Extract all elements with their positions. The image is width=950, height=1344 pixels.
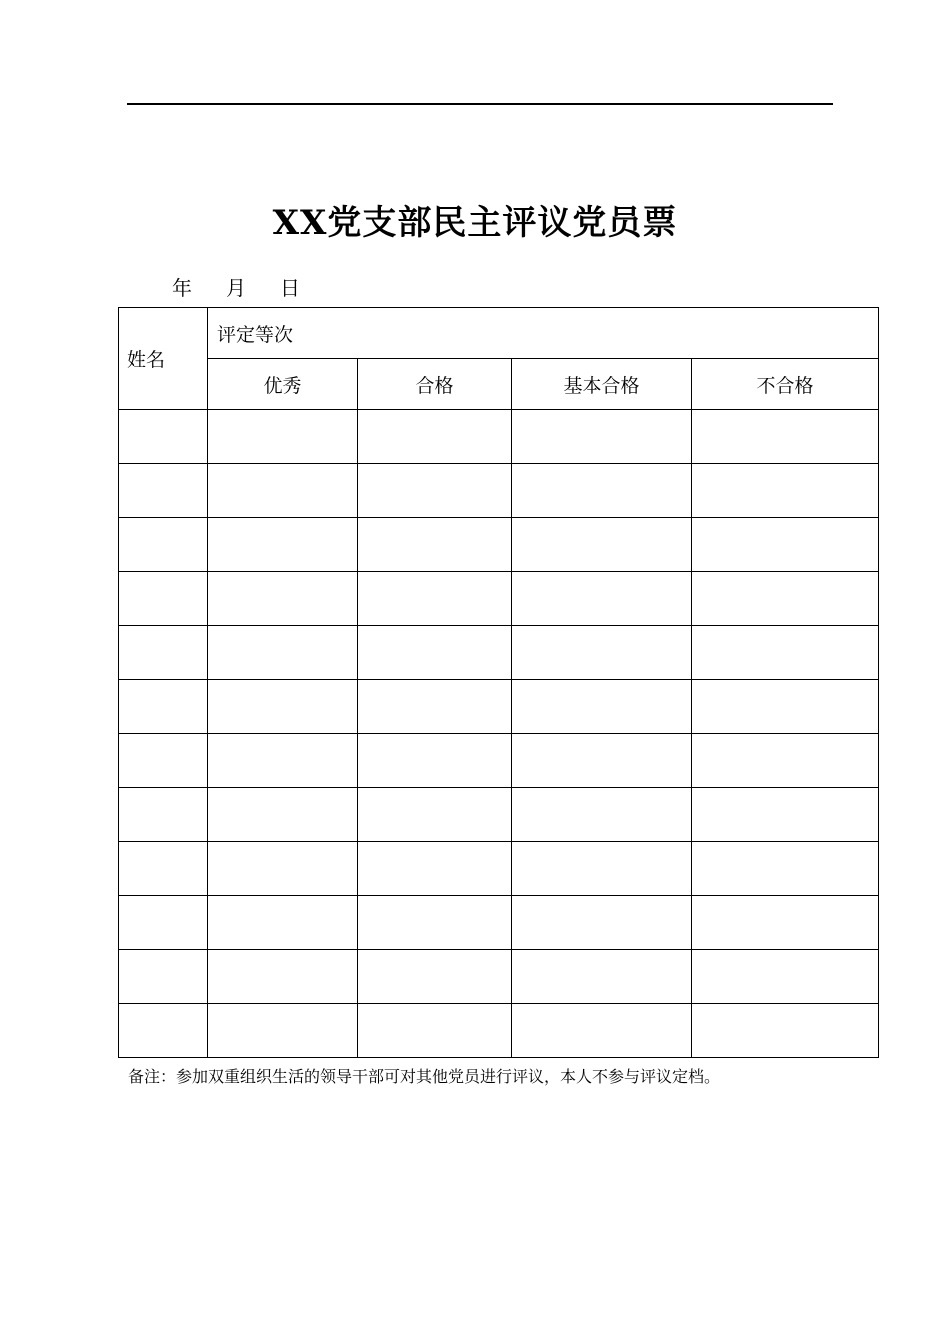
rating-cell[interactable]: [208, 464, 358, 518]
rating-cell[interactable]: [358, 734, 512, 788]
rating-header-basically-qualified: 基本合格: [512, 359, 692, 410]
table-row: [119, 626, 879, 680]
rating-cell[interactable]: [692, 680, 879, 734]
rating-cell[interactable]: [692, 1004, 879, 1058]
ballot-table: [118, 307, 879, 1058]
rating-cell[interactable]: [512, 842, 692, 896]
rating-cell[interactable]: [208, 734, 358, 788]
rating-cell[interactable]: [512, 410, 692, 464]
name-cell[interactable]: [119, 842, 208, 896]
rating-cell[interactable]: [358, 518, 512, 572]
rating-cell[interactable]: [208, 410, 358, 464]
date-month-label: 月: [226, 276, 246, 300]
rating-cell[interactable]: [512, 626, 692, 680]
table-row: [119, 950, 879, 1004]
rating-cell[interactable]: [208, 896, 358, 950]
rating-cell[interactable]: [358, 1004, 512, 1058]
name-cell[interactable]: [119, 518, 208, 572]
name-column-header: 姓名: [119, 308, 208, 410]
rating-cell[interactable]: [358, 464, 512, 518]
rating-cell[interactable]: [692, 950, 879, 1004]
date-day-label: 日: [280, 276, 300, 300]
rating-header-qualified: 合格: [358, 359, 512, 410]
rating-cell[interactable]: [208, 842, 358, 896]
rating-cell[interactable]: [208, 572, 358, 626]
rating-cell[interactable]: [358, 896, 512, 950]
rating-cell[interactable]: [208, 788, 358, 842]
table-row: [119, 464, 879, 518]
name-cell[interactable]: [119, 950, 208, 1004]
table-row: [119, 842, 879, 896]
rating-cell[interactable]: [358, 410, 512, 464]
rating-cell[interactable]: [208, 680, 358, 734]
rating-cell[interactable]: [692, 518, 879, 572]
ballot-body: [119, 410, 879, 1058]
table-row: [119, 1004, 879, 1058]
table-row: [119, 788, 879, 842]
rating-cell[interactable]: [358, 950, 512, 1004]
rating-cell[interactable]: [692, 788, 879, 842]
rating-cell[interactable]: [692, 410, 879, 464]
rating-header-excellent: 优秀: [208, 359, 358, 410]
name-cell[interactable]: [119, 734, 208, 788]
name-cell[interactable]: [119, 680, 208, 734]
name-cell[interactable]: [119, 464, 208, 518]
rating-cell[interactable]: [512, 518, 692, 572]
rating-cell[interactable]: [208, 1004, 358, 1058]
table-row: [119, 572, 879, 626]
rating-cell[interactable]: [692, 464, 879, 518]
name-cell[interactable]: [119, 572, 208, 626]
rating-cell[interactable]: [692, 572, 879, 626]
rating-cell[interactable]: [512, 464, 692, 518]
date-line: [172, 272, 300, 301]
name-cell[interactable]: [119, 788, 208, 842]
rating-cell[interactable]: [512, 788, 692, 842]
rating-cell[interactable]: [358, 626, 512, 680]
rating-cell[interactable]: [512, 896, 692, 950]
rating-cell[interactable]: [512, 1004, 692, 1058]
name-cell[interactable]: [119, 626, 208, 680]
rating-cell[interactable]: [692, 734, 879, 788]
rating-cell[interactable]: [512, 950, 692, 1004]
rating-cell[interactable]: [358, 680, 512, 734]
rating-cell[interactable]: [692, 896, 879, 950]
rating-cell[interactable]: [358, 788, 512, 842]
date-year-label: 年: [172, 276, 192, 300]
footnote: 备注：参加双重组织生活的领导干部可对其他党员进行评议，本人不参与评议定档。: [128, 1067, 721, 1086]
table-row: [119, 734, 879, 788]
name-cell[interactable]: [119, 1004, 208, 1058]
rating-cell[interactable]: [692, 842, 879, 896]
rating-cell[interactable]: [208, 950, 358, 1004]
table-row: [119, 410, 879, 464]
page-title: XX党支部民主评议党员票: [272, 203, 678, 243]
table-row: [119, 518, 879, 572]
rating-cell[interactable]: [208, 626, 358, 680]
name-cell[interactable]: [119, 896, 208, 950]
rating-cell[interactable]: [512, 572, 692, 626]
header-rule: [127, 103, 833, 105]
rating-cell[interactable]: [208, 518, 358, 572]
name-cell[interactable]: [119, 410, 208, 464]
rating-cell[interactable]: [358, 842, 512, 896]
table-row: [119, 680, 879, 734]
rating-cell[interactable]: [512, 680, 692, 734]
table-row: [119, 896, 879, 950]
rating-cell[interactable]: [358, 572, 512, 626]
rating-header-unqualified: 不合格: [692, 359, 879, 410]
rating-cell[interactable]: [512, 734, 692, 788]
rating-cell[interactable]: [692, 626, 879, 680]
rating-group-header: 评定等次: [208, 308, 879, 359]
